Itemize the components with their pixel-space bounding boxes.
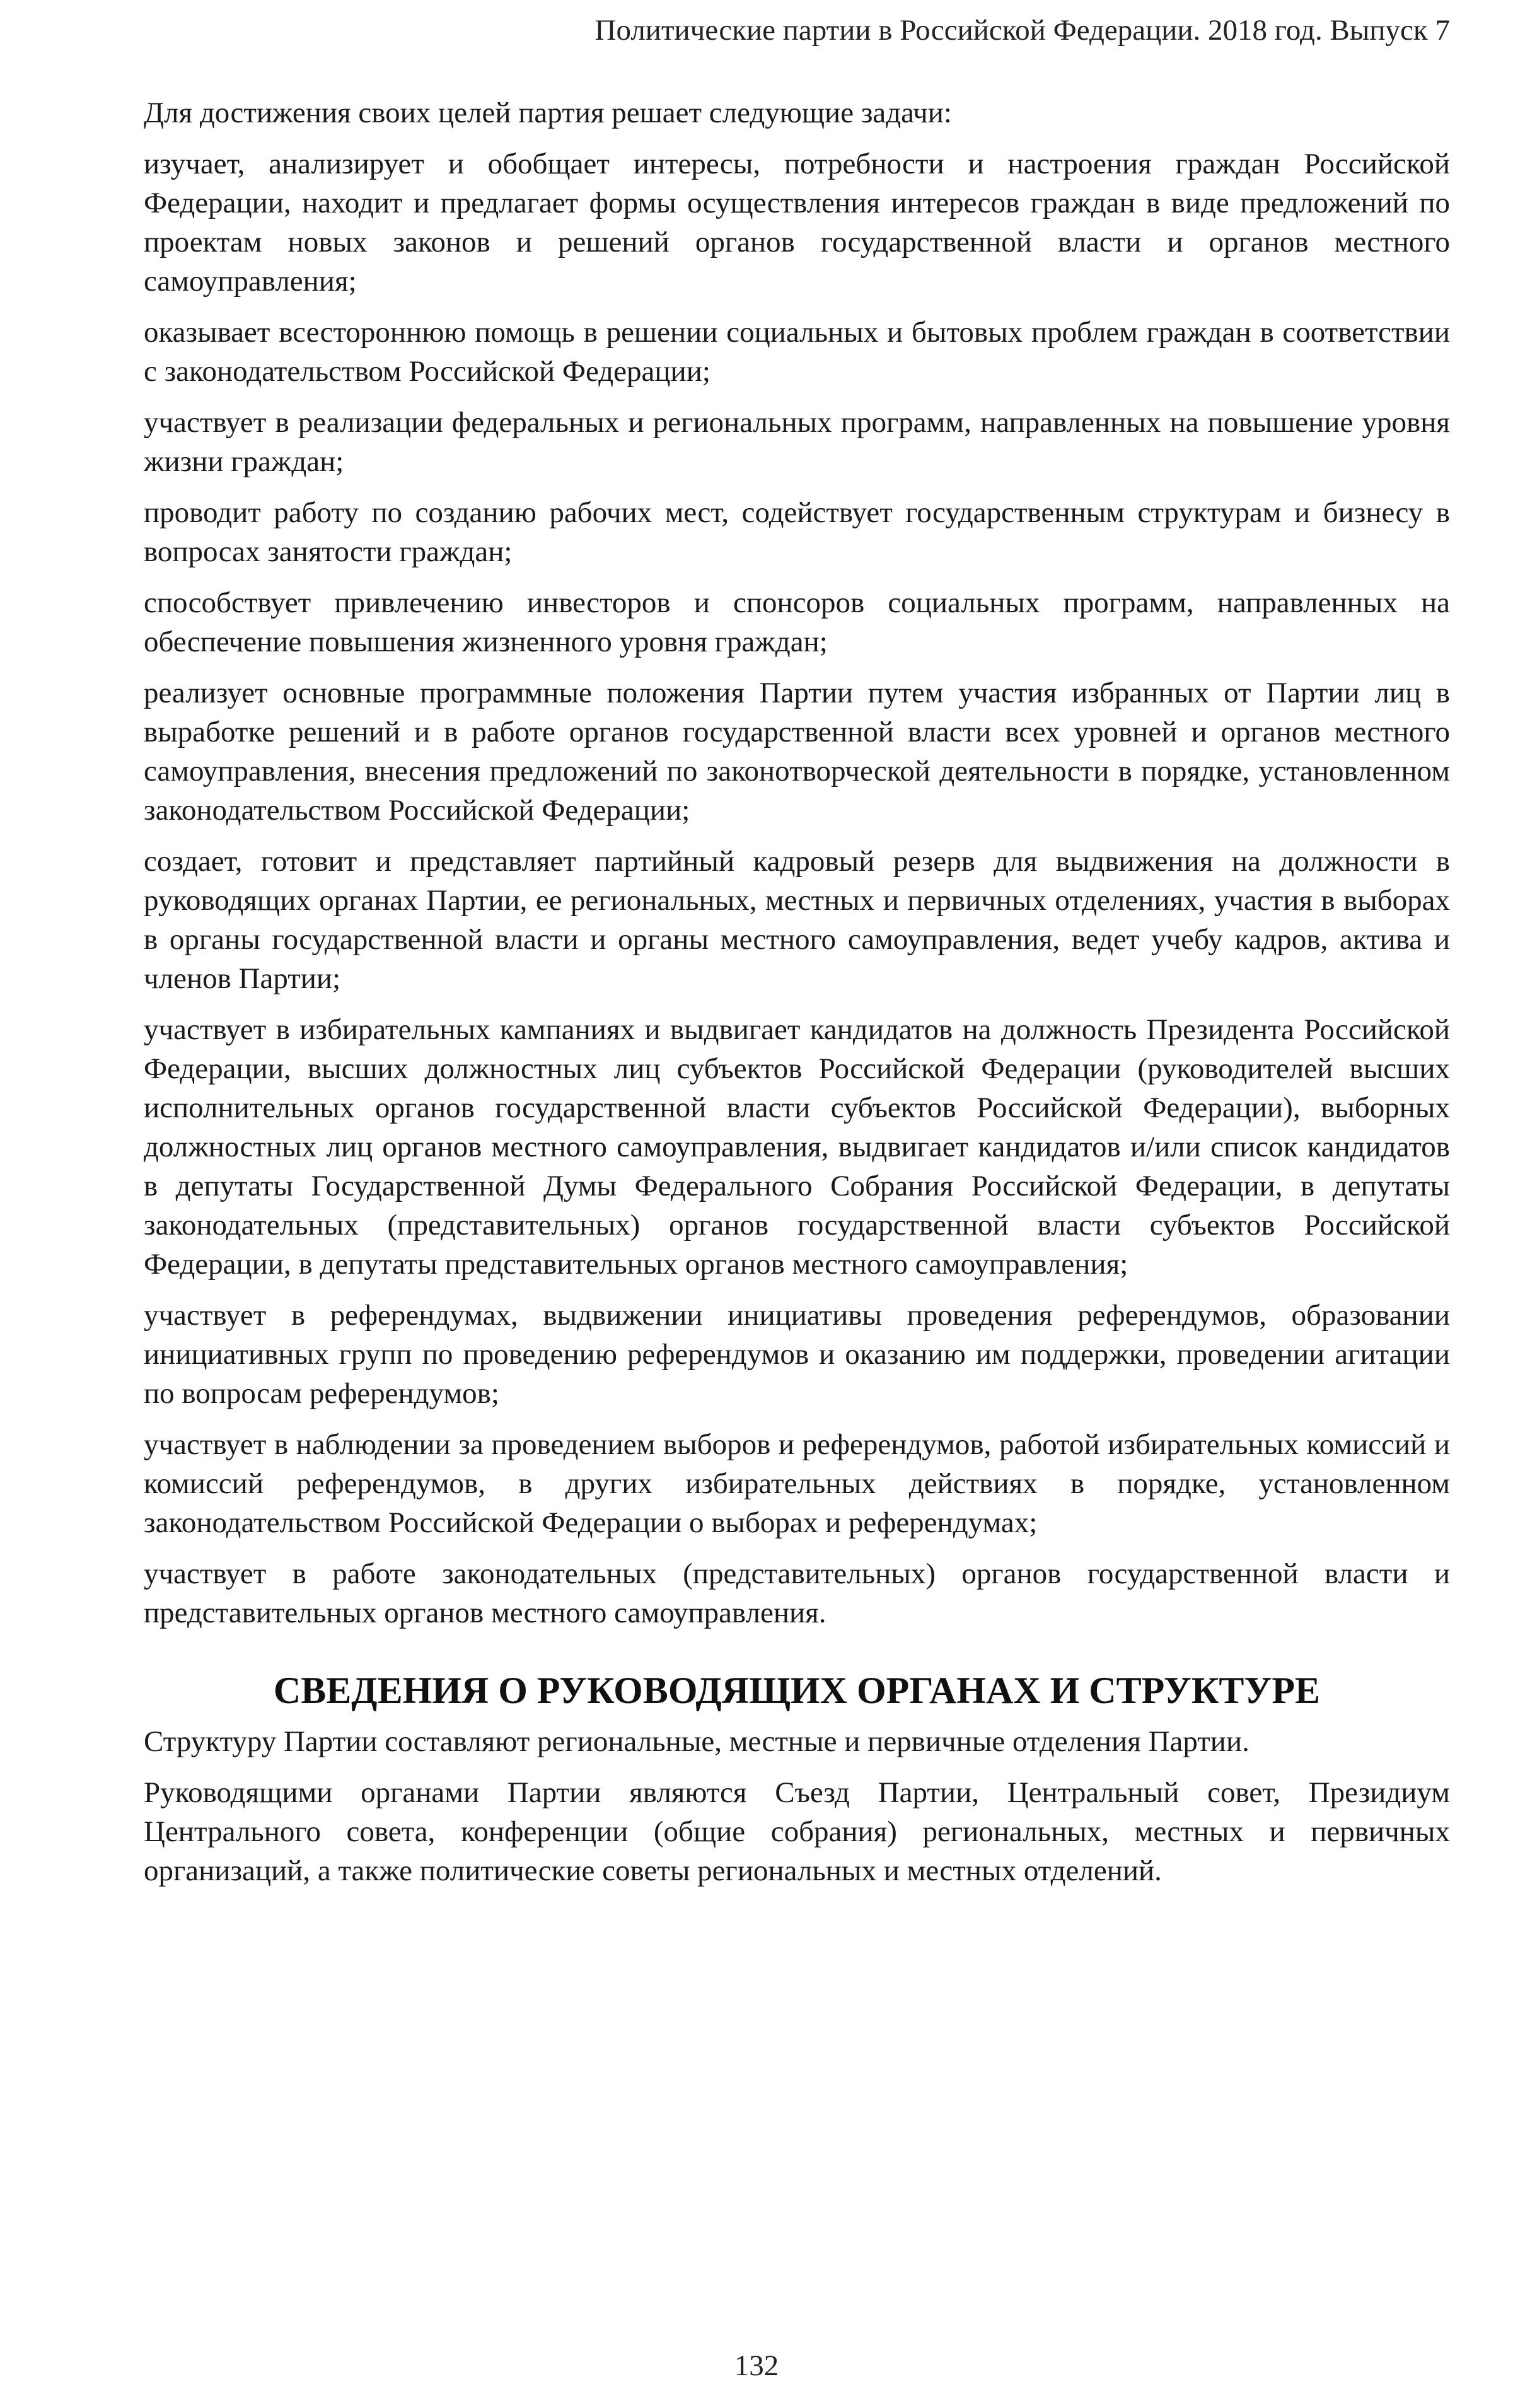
structure-paragraph: Руководящими органами Партии являются Съезд Партии, Центральный совет, Президиум Центрального совета, конференции (общие собрания) региональных, местных и первичных организаций, а также политические советы региональных и местных отделений.	[144, 1776, 1450, 1887]
task-item: изучает, анализирует и обобщает интересы, потребности и настроения граждан Российской Федерации, находит и предлагает формы осуществления интересов граждан в виде предложений по проектам новых законов и решений органов государственной власти и органов местного самоуправления;	[144, 148, 1450, 298]
running-header: Политические партии в Российской Федерации. 2018 год. Выпуск 7	[594, 14, 1450, 47]
structure-paragraph: Структуру Партии составляют региональные, местные и первичные отделения Партии.	[144, 1725, 1249, 1758]
task-item: участвует в избирательных кампаниях и выдвигает кандидатов на должность Президента Российской Федерации, высших должностных лиц субъектов Российской Федерации (руководителей высших исполнительных органов государственной власти субъектов Российской Федерации), выборных должностных лиц органов местного самоуправления, выдвигает кандидатов и/или список кандидатов в депутаты Государственной Думы Федерального Собрания Российской Федерации, в депутаты законодательных (представительных) органов государственной власти субъектов Российской Федерации, в депутаты представительных органов местного самоуправления;	[144, 1013, 1450, 1281]
page-number: 132	[734, 2349, 779, 2382]
tasks-intro: Для достижения своих целей партия решает следующие задачи:	[144, 96, 952, 129]
task-item: участвует в реализации федеральных и региональных программ, направленных на повышение уровня жизни граждан;	[144, 406, 1450, 478]
task-item: создает, готовит и представляет партийный кадровый резерв для выдвижения на должности в руководящих органах Партии, ее региональных, местных и первичных отделениях, участия в выборах в органы государственной власти и органы местного самоуправления, ведет учебу кадров, актива и членов Партии;	[144, 845, 1450, 995]
task-item: участвует в работе законодательных (представительных) органов государственной власти и представительных органов местного самоуправления.	[144, 1557, 1450, 1629]
task-item: проводит работу по созданию рабочих мест, содействует государственным структурам и бизнесу в вопросах занятости граждан;	[144, 496, 1450, 568]
task-item: реализует основные программные положения Партии путем участия избранных от Партии лиц в выработке решений и в работе органов государственной власти всех уровней и органов местного самоуправления, внесения предложений по законотворческой деятельности в порядке, установленном законодательством Российской Федерации;	[144, 677, 1450, 827]
section-heading: СВЕДЕНИЯ О РУКОВОДЯЩИХ ОРГАНАХ И СТРУКТУРЕ	[273, 1670, 1321, 1711]
task-item: участвует в наблюдении за проведением выборов и референдумов, работой избирательных комиссий и комиссий референдумов, в других избирательных действиях в порядке, установленном законодательством Российской Федерации о выборах и референдумах;	[144, 1428, 1450, 1539]
page-body	[144, 93, 1450, 1902]
task-item: участвует в референдумах, выдвижении инициативы проведения референдумов, образовании инициативных групп по проведению референдумов и оказанию им поддержки, проведении агитации по вопросам референдумов;	[144, 1299, 1450, 1410]
task-item: оказывает всестороннюю помощь в решении социальных и бытовых проблем граждан в соответствии с законодательством Российской Федерации;	[144, 316, 1450, 388]
task-item: способствует привлечению инвесторов и спонсоров социальных программ, направленных на обеспечение повышения жизненного уровня граждан;	[144, 586, 1450, 658]
